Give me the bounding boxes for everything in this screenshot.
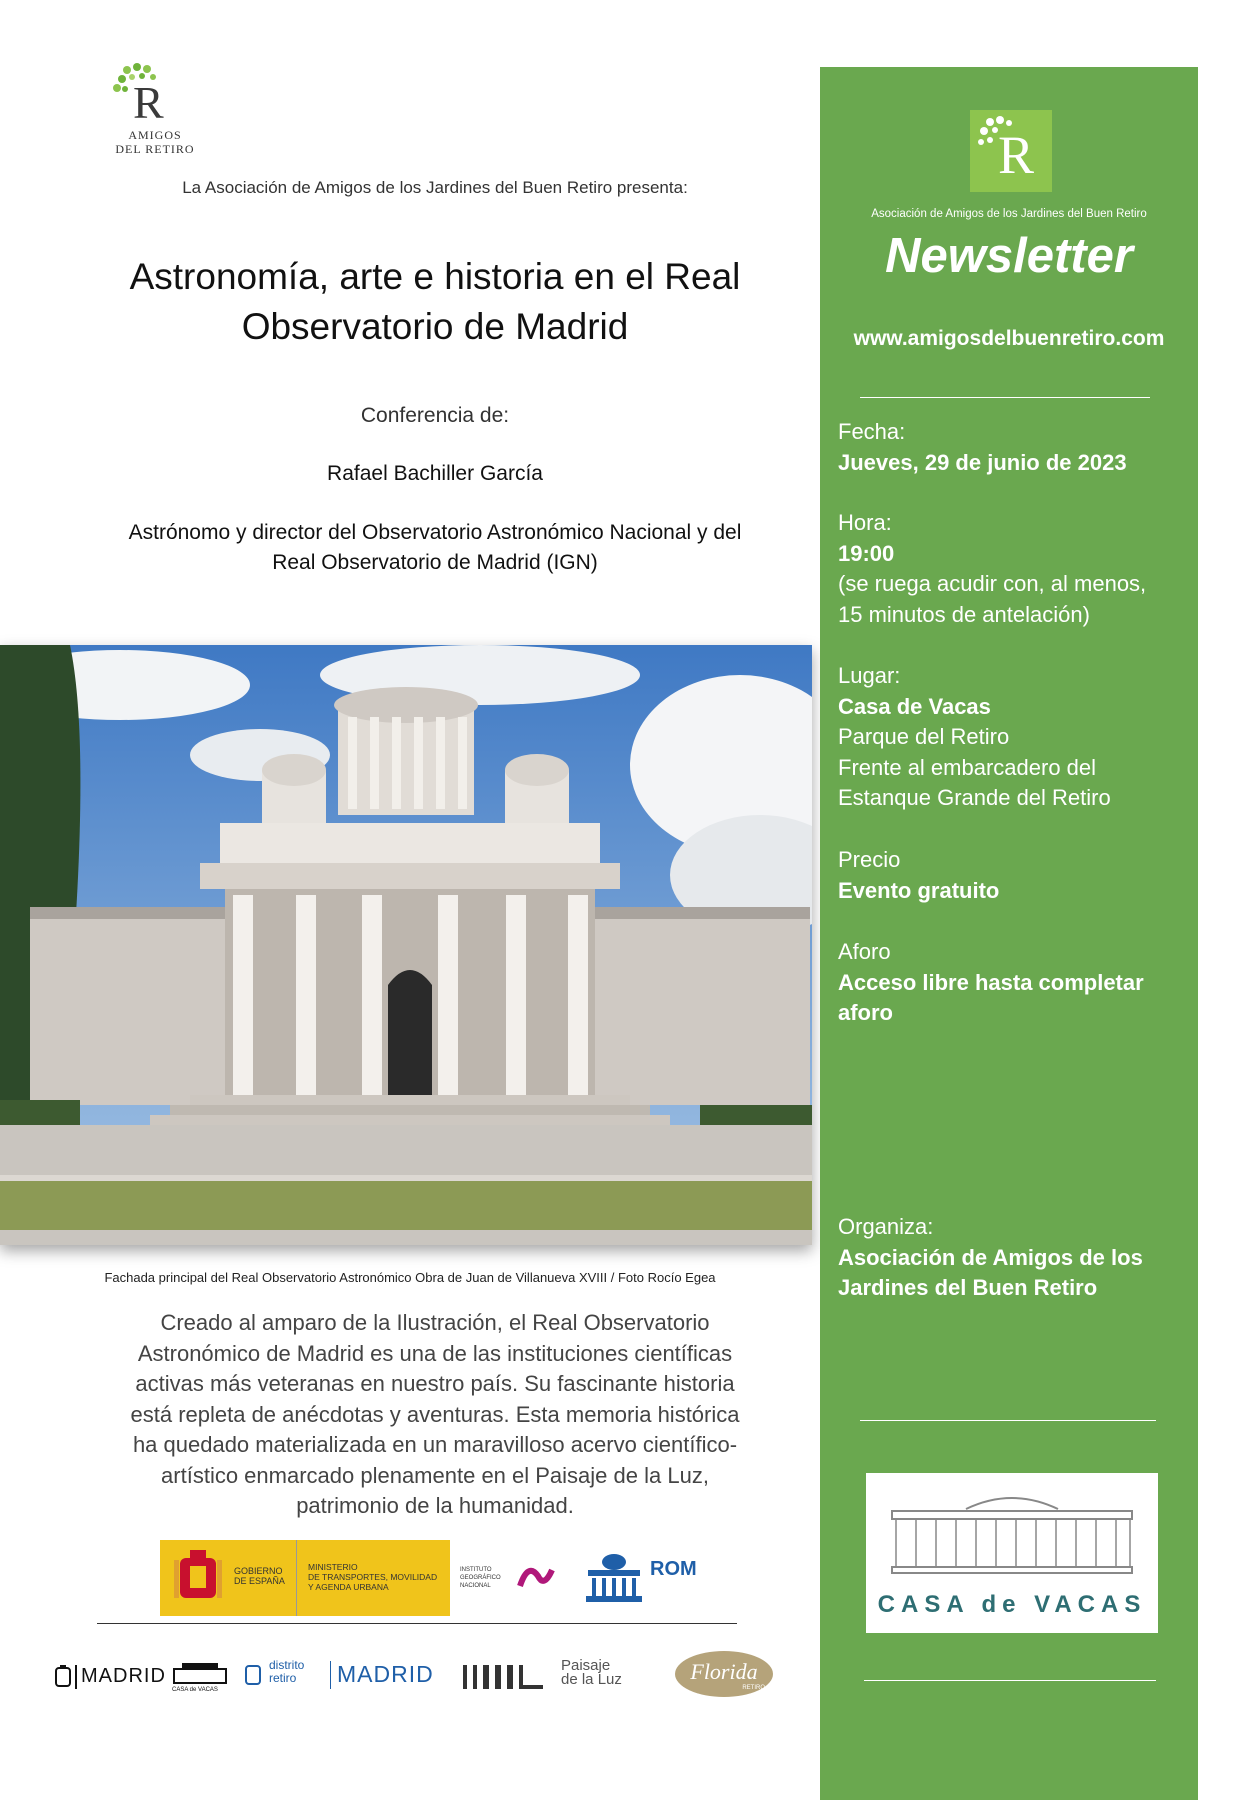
fecha-block	[838, 417, 1188, 478]
gobierno-logo	[160, 1540, 450, 1616]
photo-caption: Fachada principal del Real Observatorio Astronómico Obra de Juan de Villanueva XVIII / Foto Rocío Egea	[104, 1270, 716, 1285]
aforo-value-line2: aforo	[838, 1000, 893, 1025]
title-line1: Astronomía, arte e historia en el Real	[129, 256, 741, 297]
hora-block	[838, 508, 1188, 630]
logo-letter: R	[133, 77, 164, 128]
organiza-label: Organiza:	[838, 1214, 934, 1239]
paisaje-bars-icon	[463, 1665, 545, 1691]
body-text	[100, 1308, 770, 1522]
speaker-name: Rafael Bachiller García	[327, 462, 543, 485]
paisaje-luz-text	[561, 1659, 622, 1687]
ign-text	[460, 1566, 501, 1590]
gobierno-line2: DE ESPAÑA	[234, 1576, 285, 1586]
casa-de-vacas-text: CASA de VACAS	[877, 1591, 1147, 1618]
distrito-line2: retiro	[269, 1671, 297, 1685]
newsletter-logo	[970, 110, 1052, 192]
distrito-line1: distrito	[269, 1658, 305, 1672]
divider	[860, 1420, 1156, 1421]
casa-vacas-small-icon	[172, 1661, 228, 1687]
body-line: ha quedado materializada en un maravilloso acervo científico-	[132, 1432, 738, 1457]
logo-text-line1: AMIGOS	[128, 128, 182, 142]
casa-de-vacas-logo	[866, 1473, 1158, 1633]
madrid-shield-icon	[55, 1665, 71, 1687]
lugar-value: Casa de Vacas	[838, 693, 991, 719]
casa-vacas-small-text: CASA de VACAS	[172, 1687, 218, 1693]
florida-text: Florida	[690, 1659, 758, 1684]
amigos-retiro-logo	[105, 62, 205, 162]
sponsor-divider	[97, 1623, 737, 1624]
body-line: patrimonio de la humanidad.	[296, 1493, 574, 1518]
body-line: activas más veteranas en nuestro país. Su fascinante historia	[135, 1371, 735, 1396]
bottom-logos	[55, 1645, 775, 1705]
hora-note-line1: (se ruega acudir con, al menos,	[838, 571, 1147, 596]
speaker-role	[80, 518, 790, 578]
website-link[interactable]: www.amigosdelbuenretiro.com	[853, 327, 1165, 350]
aforo-block	[838, 937, 1188, 1029]
paisaje-line2: de la Luz	[561, 1671, 622, 1688]
fecha-value: Jueves, 29 de junio de 2023	[838, 449, 1127, 475]
body-line: Astronómico de Madrid es una de las instituciones científicas	[137, 1340, 733, 1366]
lugar-label: Lugar:	[838, 663, 901, 688]
observatory-photo	[0, 645, 812, 1245]
role-line1: Astrónomo y director del Observatorio Astronómico Nacional y del	[128, 521, 742, 544]
distrito-retiro-text	[269, 1659, 304, 1685]
coat-of-arms-icon	[172, 1550, 224, 1606]
precio-block	[838, 845, 1188, 906]
body-line: Creado al amparo de la Ilustración, el Real Observatorio	[160, 1310, 710, 1335]
madrid-text: MADRID	[81, 1665, 166, 1687]
fecha-label: Fecha:	[838, 419, 906, 444]
ministerio-line1: MINISTERIO	[308, 1562, 358, 1572]
role-line2: Real Observatorio de Madrid (IGN)	[272, 551, 598, 574]
hora-value: 19:00	[838, 540, 895, 566]
observatory-building-icon	[584, 1550, 648, 1604]
aforo-label: Aforo	[838, 939, 891, 964]
page-title	[60, 252, 810, 352]
ministerio-line2: DE TRANSPORTES, MOVILIDAD	[308, 1572, 438, 1582]
casa-de-vacas-building-icon	[886, 1487, 1138, 1577]
newsletter-logo-letter: R	[998, 125, 1035, 185]
title-line2: Observatorio de Madrid	[241, 306, 629, 347]
newsletter-title: Newsletter	[885, 229, 1133, 283]
ign-line1: INSTITUTO	[460, 1567, 492, 1573]
divider	[860, 397, 1150, 398]
hora-label: Hora:	[838, 510, 892, 535]
madrid-shield-icon	[245, 1663, 261, 1685]
lugar-block	[838, 661, 1188, 814]
rom-text: ROM	[650, 1558, 697, 1580]
sponsor-logos	[160, 1540, 697, 1616]
ign-line2: GEOGRÁFICO	[460, 1575, 501, 1581]
paisaje-line1: Paisaje	[561, 1657, 611, 1674]
gobierno-line1: GOBIERNO	[234, 1566, 283, 1576]
presenta-text: La Asociación de Amigos de los Jardines del Buen Retiro presenta:	[182, 178, 688, 197]
organiza-block	[838, 1212, 1188, 1304]
florida-logo	[675, 1651, 773, 1697]
aforo-value-line1: Acceso libre hasta completar	[838, 969, 1144, 995]
ign-swirl-icon	[516, 1562, 556, 1596]
lugar-line3: Estanque Grande del Retiro	[838, 785, 1111, 810]
madrid-blue-text: MADRID	[337, 1661, 434, 1687]
body-line: está repleta de anécdotas y aventuras. Esta memoria histórica	[130, 1401, 740, 1427]
ministerio-line3: Y AGENDA URBANA	[308, 1582, 389, 1592]
organiza-value-line2: Jardines del Buen Retiro	[838, 1275, 1098, 1300]
observatory-illustration	[0, 645, 812, 1245]
florida-sub-text: RETIRO	[742, 1685, 765, 1691]
organiza-value-line1: Asociación de Amigos de los	[838, 1244, 1143, 1270]
precio-label: Precio	[838, 847, 901, 872]
conference-label: Conferencia de:	[360, 404, 510, 427]
divider	[864, 1680, 1156, 1681]
newsletter-assoc: Asociación de Amigos de los Jardines del Buen Retiro	[871, 208, 1147, 220]
hora-note-line2: 15 minutos de antelación)	[838, 601, 1090, 627]
lugar-line2: Frente al embarcadero del	[838, 754, 1097, 780]
ign-line3: NACIONAL	[460, 1583, 491, 1589]
precio-value: Evento gratuito	[838, 877, 1000, 903]
logo-text-line2: DEL RETIRO	[115, 142, 195, 156]
lugar-line1: Parque del Retiro	[838, 724, 1010, 749]
body-line: artístico enmarcado plenamente en el Paisaje de la Luz,	[161, 1462, 709, 1488]
